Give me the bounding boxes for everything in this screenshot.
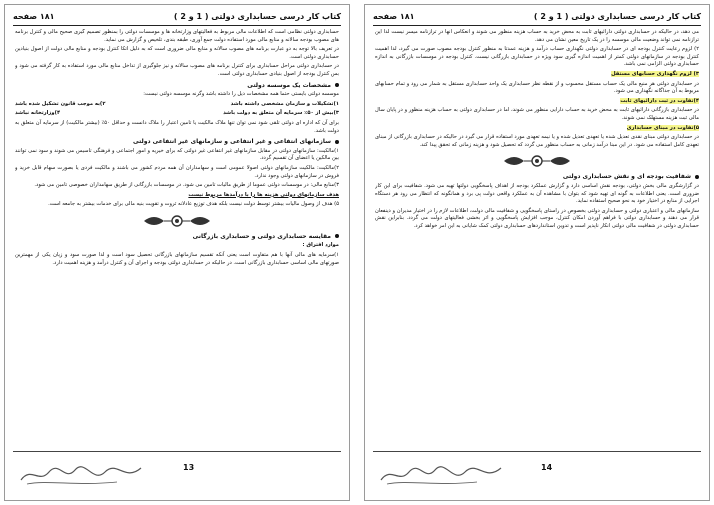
paragraph: در حسابداری دولتی مبنای نقدی تعدیل شده یا تعهدی تعدیل شده و یا نیمه تعهدی مورد استفاده قرار می گیرد در حالیکه در حسابداری بازرگانی از مبنای تعهدی کامل استفاده می شود. در این مبنا درآمد زمانی به حساب منظور می گردد که تحصیل شود و هزینه زمانی که تحقق پیدا کند. xyxy=(375,134,699,148)
paragraph: ۳)منابع مالی: در موسسات دولتی عموما از طریق مالیات تامین می شود. در موسسات بازرگانی از طریق سهامداران خصوصی تامین می شود. xyxy=(34,182,339,189)
section-heading: شفافیت بودجه ای و نقش حسابداری دولتی xyxy=(375,173,699,181)
paragraph: موسسه دولتی بایستی حتما همه مشخصات ذیل را داشته باشد وگرنه موسسه دولتی نیست: xyxy=(143,91,339,98)
page-number: 13 xyxy=(183,463,195,472)
bullet-icon xyxy=(335,234,339,238)
header-page-count: ۱۸۱ صفحه xyxy=(13,12,55,21)
page-right xyxy=(364,4,710,501)
item-title: ۴)تفاوت در ثبت دارائیهای ثابت xyxy=(620,97,699,104)
paragraph: موارد افتراق : xyxy=(302,242,339,249)
bullet-icon xyxy=(695,175,699,179)
item-title: ۳) لزوم نگهداری حسابهای مستقل xyxy=(611,70,699,77)
list-item: ۴)وزارتخانه نباشد xyxy=(15,110,61,117)
paragraph: ۱)سرمایه های مالی آنها با هم متفاوت است یعنی آنکه تقسیم سازمانهای بازرگانی تحصیل سود است و لذا صورت سود و زیان یکی از مهمترین صورتهای مالی اساسی حسابداری بازرگانی است. در حالیکه در حسابداری دولتی بودجه و اجرای آن و کنترل درآمد و هزینه اهمیت دارد. xyxy=(15,252,339,266)
page-header xyxy=(13,11,341,26)
bullet-icon xyxy=(335,140,339,144)
signature-icon xyxy=(377,462,507,488)
page-left xyxy=(4,4,350,501)
paragraph: برای آن که اداره ای دولتی تلقی شود نمی توان تنها ملاک مالکیت یا تامین اعتبار را ملاک دانست و حداقل ۵۰٪ (بیشتر مالکیت) از سرمایه آن متعلق به دولت باشد. xyxy=(15,119,339,134)
section-heading: سازمانهای انتفاعی و غیر انتفاعی و سازمانهای غیر انتفاعی دولتی xyxy=(15,138,339,146)
paragraph: در حسابداری بازرگانی دارائیهای ثابت به محض خرید به حساب دارایی منظور می شوند، اما در حسابداری دولتی به حساب هزینه منظور و در پایان سال مالی ثبت هزینه مستهلک نمی شوند. xyxy=(375,107,699,121)
page-header xyxy=(373,11,701,26)
list-item: ۱)تشکیلات و سازمان مشخصی داشته باشد xyxy=(230,100,339,107)
page-body xyxy=(375,29,699,450)
paragraph: ۲)مالکیت: مالکیت سازمانهای دولتی اصولا عمومی است و سهامداران آن همه مردم کشور می باشند و مالکیت فردی یا بصورت سهام قابل خرید و فروش در سازمانهای دولتی وجود ندارد. xyxy=(15,164,339,179)
paragraph: ۵) هدف از وصول مالیات بیشتر توسط دولت نیست بلکه هدف توزیع عادلانه ثروت و تقویت بنیه مالی برای خدمات بیشتر به جامعه است. xyxy=(48,201,339,208)
page-body xyxy=(15,29,339,450)
ornament-icon xyxy=(375,153,699,169)
paragraph: می دهد، در حالیکه در حسابداری دولتی دارائیهای ثابت به محض خرید به حساب هزینه منظور می شوند و انعکاس آنها در ترازنامه میسر نیست لذا این ترازنامه نمی تواند وضعیت مالی موسسه را در یک تاریخ معین نشان می دهد. xyxy=(375,29,699,43)
header-title: کتاب کار درسی حسابداری دولتی ( 1 و 2 ) xyxy=(533,12,701,21)
paragraph: ۲) لزوم رعایت کنترل بودجه ای در حسابداری دولتی نگهداری حساب درآمد و هزینه عمدتا به منظور کنترل بودجه مصوب صورت می گیرد، لذا اهمیت کنترل بودجه در سازمانهای دولتی کمتر از اهمیت اندازه گیری سود ویژه در حسابداری بازرگانی نیست. کنترل بودجه در موسسات بازرگانی به اندازه حسابداری دولتی الزامی نمی باشد. xyxy=(375,46,699,68)
list-row xyxy=(15,110,339,118)
bullet-icon xyxy=(335,83,339,87)
paragraph: سازمانهای مالی و اعتباری دولتی و حسابداری دولتی بخصوص در راستای پاسخگویی و شفافیت مالی دولت، اطلاعات لازم را در اختیار مدیران و ذینفعان قرار می دهند و حسابداری دولتی با فراهم آوردن امکان کنترل، موجب افزایش پاسخگویی و اثر بخشی فعالیتهای دولت می گردد. بنابراین نقش حسابداری دولتی در شفافیت مالی دولتی انکار ناپذیر است و تدوین استانداردهای حسابداری دولتی کمک شایانی به این امر خواهد کرد. xyxy=(375,207,699,229)
item-title: ۵)تفاوت در مبنای حسابداری xyxy=(626,124,699,131)
list-item: ۳)بیش از ۵۰٪ سرمایه آن متعلق به دولت باشد xyxy=(223,110,339,117)
subheading: هدف سازمانهای دولتی هزینه ها را با درآمدها مربوط نیست xyxy=(188,191,339,198)
paragraph: در تعریف بالا توجه به دو عبارت برنامه های مصوب سالانه و منابع مالی ضروری است که به دلیل اتکا کنترل بودجه و منابع مالی دولت از اصول بنیادین حسابداری دولتی است. xyxy=(15,46,339,60)
header-title: کتاب کار درسی حسابداری دولتی ( 1 و 2 ) xyxy=(173,12,341,21)
section-heading: مقایسه حسابداری دولتی و حسابداری بازرگانی xyxy=(15,233,339,241)
paragraph: در حسابداری دولتی هر منبع مالی یک حساب مستقل محسوب و از نقطه نظر حسابداری یک واحد حسابداری مستقل به شمار می رود و تمام حسابهای مربوط به آن جداگانه نگهداری می شود. xyxy=(375,80,699,95)
header-page-count: ۱۸۱ صفحه xyxy=(373,12,415,21)
list-row xyxy=(15,101,339,109)
paragraph: ۱)مالکیت: سازمانهای دولتی در مقابل سازمانهای غیر انتفاعی غیر دولتی که برای خیریه و امور اجتماعی و فرهنگی تاسیس می شوند و سود نمی توانند بین مالکین یا اعضای آن تقسیم گردد. xyxy=(15,147,339,162)
section-heading: مشخصات یک موسسه دولتی xyxy=(15,82,339,90)
list-item: ۲)به موجب قانون تشکیل شده باشد xyxy=(15,100,106,107)
paragraph: در گزارشگری مالی بخش دولتی، بودجه نقش اساسی دارد و گزارش عملکرد بودجه از اهداف پاسخگویی دولتها تهیه می شود. شفافیت برای این کار ضروری است. یعنی اطلاعات به گونه ای تهیه شود که بتوان با مشاهده آن به عملکرد واقعی دولت پی برد و همانگونه که انتظار می رود هر دستگاه اجرایی از منابع در اختیار خود به نحو صحیح استفاده نماید. xyxy=(375,182,699,205)
signature-icon xyxy=(17,462,147,488)
page-number: 14 xyxy=(541,463,553,472)
ornament-icon xyxy=(15,213,339,229)
page-footer xyxy=(373,451,701,494)
paragraph: حسابداری دولتی نظامی است که اطلاعات مالی مربوط به فعالیتهای وزارتخانه ها و موسسات دولتی را بمنظور تصمیم گیری صحیح مالی و کنترل برنامه های مصوب بودجه سالانه و منابع مالی مورد استفاده دولت جمع آوری، طبقه بندی، تلخیص و گزارش می نماید. xyxy=(15,29,339,43)
paragraph: در حسابداری دولتی مراحل حسابداری برای کنترل برنامه های مصوب سالانه و نیز جلوگیری از تداخل منابع مالی مورد استفاده به کار گرفته می شود و بس کنترل بودجه از اصول بنیادی حسابداری دولتی است. xyxy=(15,63,339,77)
page-footer xyxy=(13,451,341,494)
